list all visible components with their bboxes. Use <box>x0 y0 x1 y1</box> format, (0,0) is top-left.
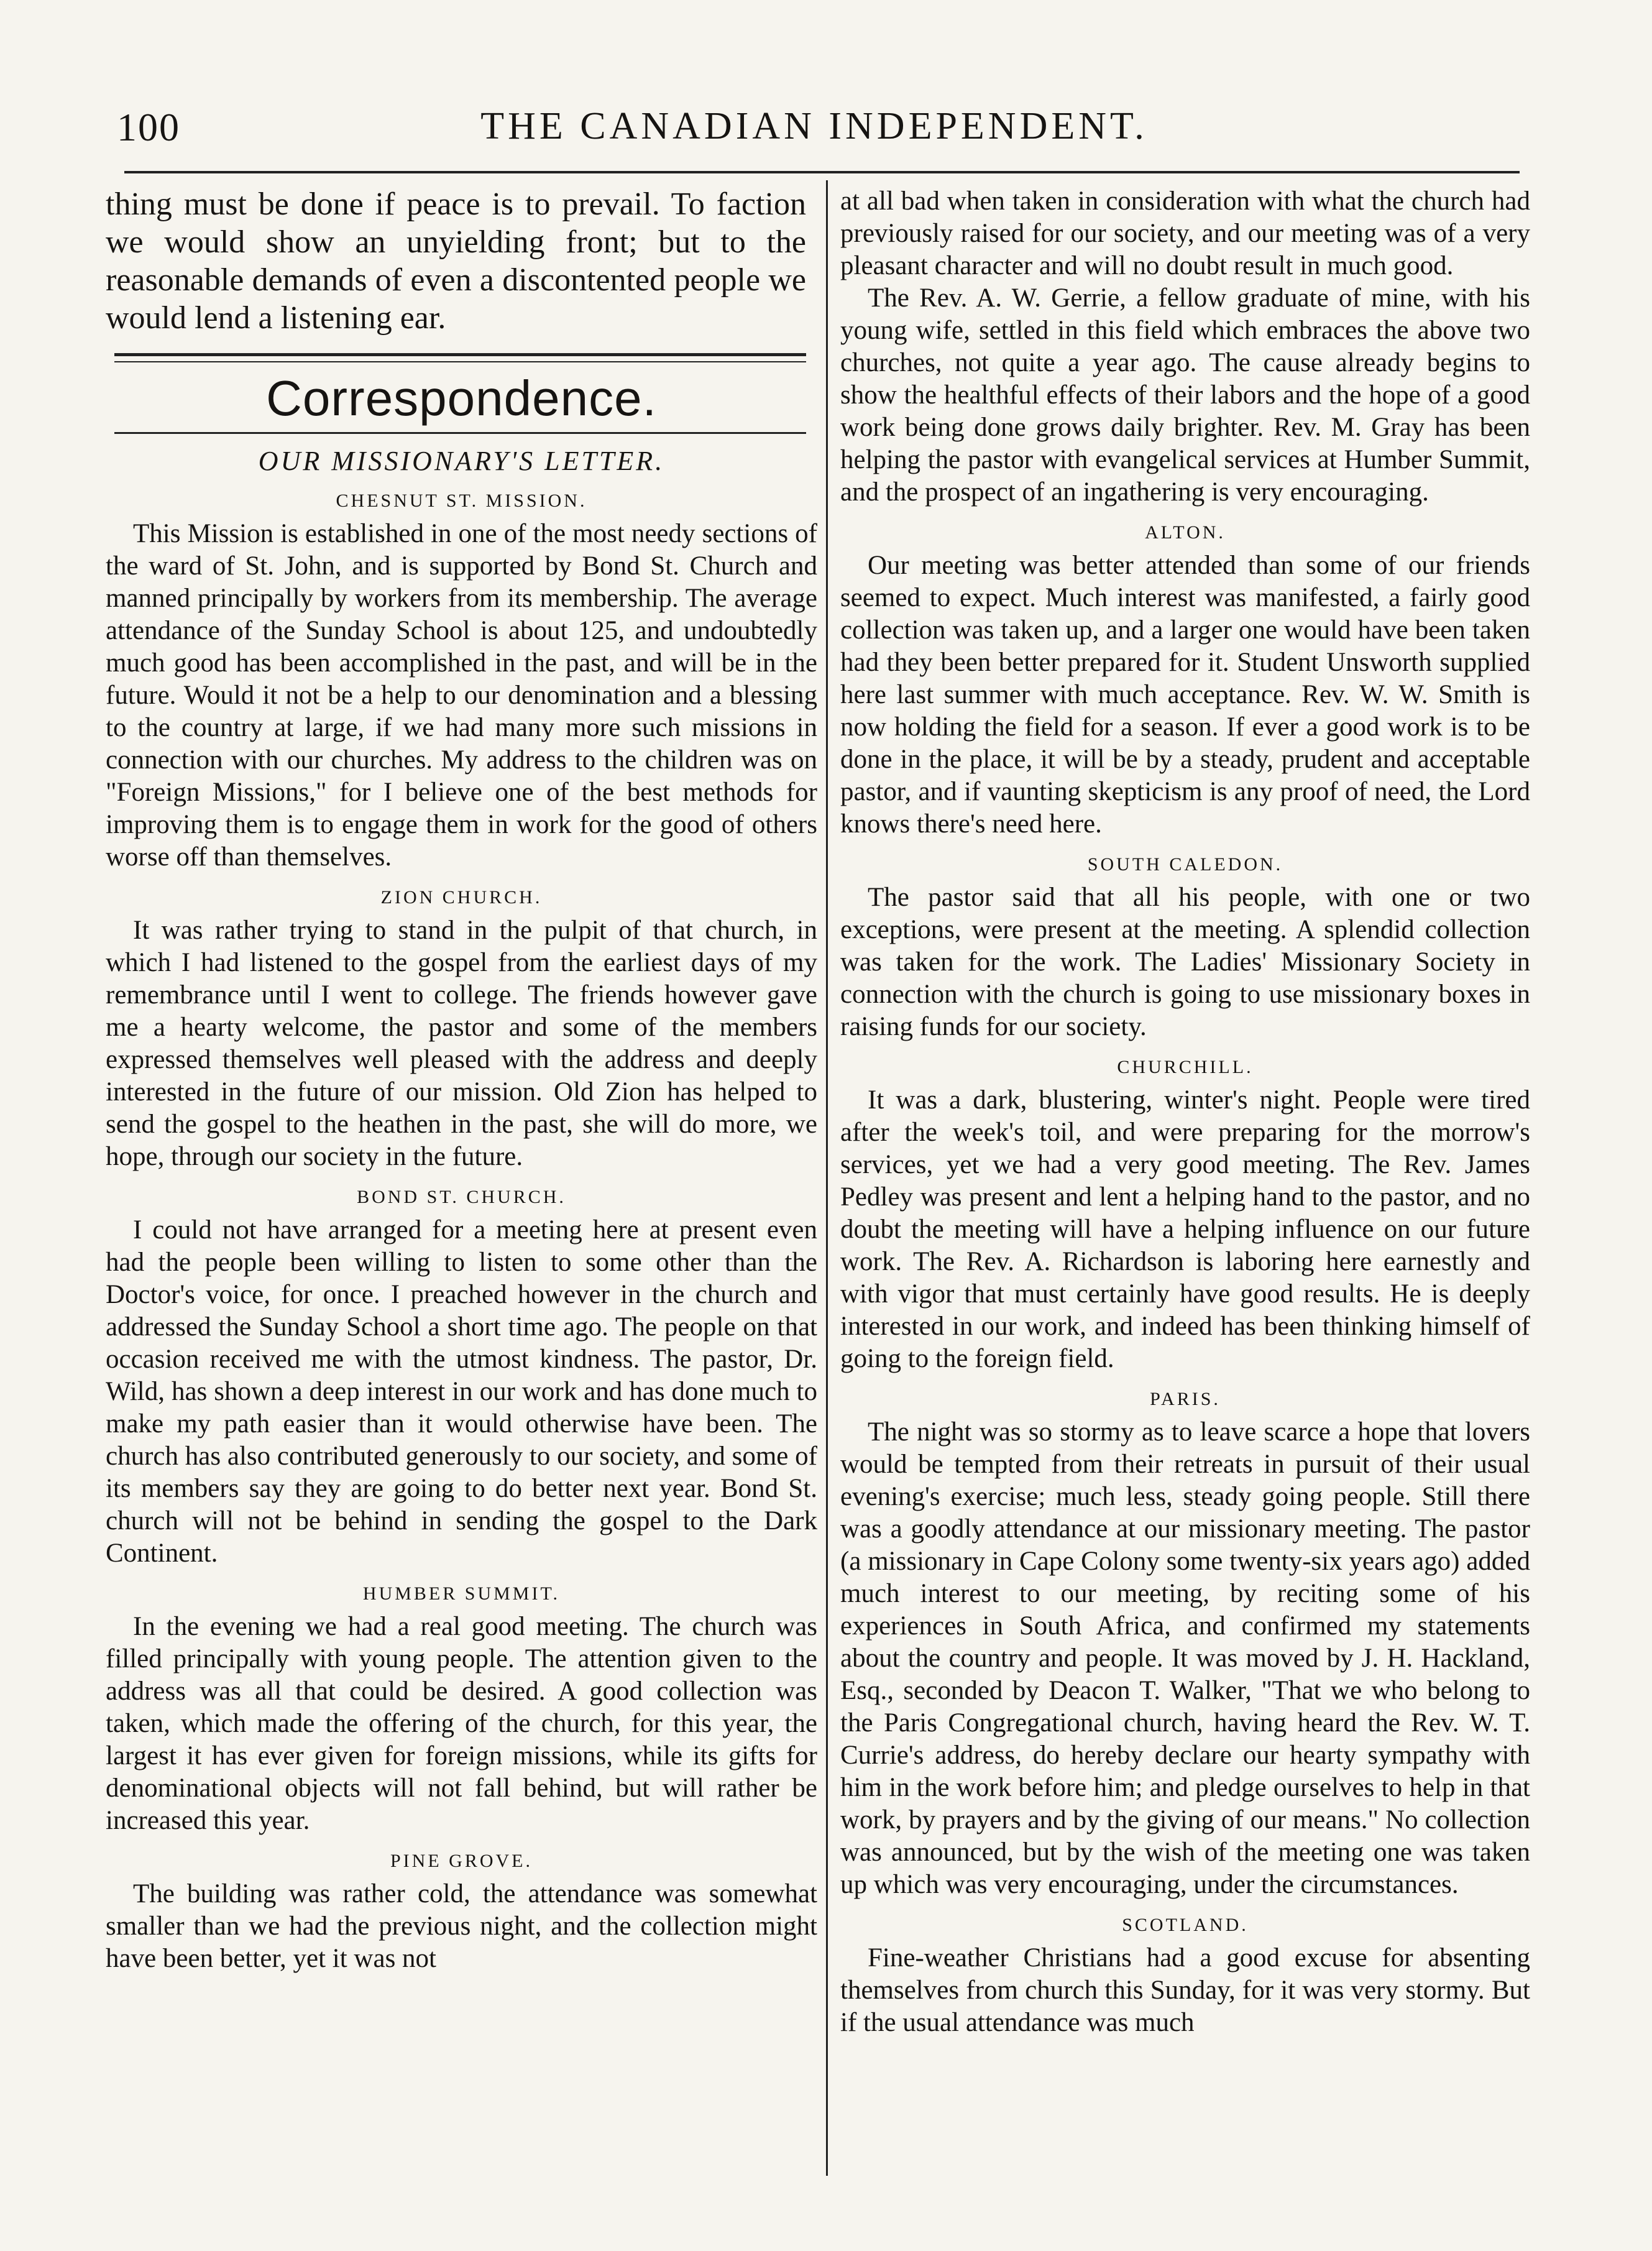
article-title: OUR MISSIONARY'S LETTER. <box>258 446 665 476</box>
left-column <box>106 185 817 2193</box>
subheading-zion-church: ZION CHURCH. <box>380 887 543 908</box>
paragraph-zion-church: It was rather trying to stand in the pulpit of that church, in which I had listened to the gospel from the earliest days of my remembrance until I went to college. The friends however gave me a hearty welcome, the pastor and some of the members expressed themselves well pleased with the address and deeply interested in the future of our mission. Old Zion has helped to send the gospel to the heathen in the past, she will do more, we hope, through our society in the future. <box>106 916 817 1171</box>
paragraph-pine-grove: The building was rather cold, the attendance was somewhat smaller than we had the previous night, and the collection might have been better, yet it was not <box>106 1879 817 1973</box>
section-divider <box>114 353 806 362</box>
subheading-paris: PARIS. <box>1150 1389 1221 1409</box>
paragraph-bond-st-church: I could not have arranged for a meeting here at present even had the people been willing to listen to some other than the Doctor's voice, for once. I preached however in the church and addressed the Sunday School a short time ago. The people on that occasion received me with the utmost kindness. The pastor, Dr. Wild, has shown a deep interest in our work and has done much to make my path easier than it would otherwise have been. The church has also contributed generously to our society, and some of its members say they are going to do better next year. Bond St. church will not be behind in sending the gospel to the Dark Continent. <box>106 1215 817 1568</box>
right-column <box>840 185 1530 2193</box>
subheading-pine-grove: PINE GROVE. <box>390 1851 533 1871</box>
paragraph-churchill: It was a dark, blustering, winter's night. People were tired after the week's toil, and were preparing for the morrow's services, yet we had a very good meeting. The Rev. James Pedley was present and lent a helping hand to the pastor, and no doubt the meeting will have a helping influence on our future work. The Rev. A. Richardson is laboring here earnestly and with vigor that must certainly have good results. He is deeply interested in our work, and indeed has been thinking himself of going to the foreign field. <box>840 1085 1530 1373</box>
paragraph-humber-summit: In the evening we had a real good meeting. The church was filled principally with young people. The attention given to the address was all that could be desired. A good collection was taken, which made the offering of the church, for this year, the largest it has ever given for foreign missions, while its gifts for denominational objects will not fall behind, but will rather be increased this year. <box>106 1612 817 1835</box>
subheading-south-caledon: SOUTH CALEDON. <box>1087 854 1283 875</box>
paragraph-scotland: Fine-weather Christians had a good excuse for absenting themselves from church this Sunday, for it was very stormy. But if the usual attendance was much <box>840 1943 1530 2037</box>
paragraph-pine-grove-continued: at all bad when taken in consideration with what the church had previously raised for our society, and our meeting was of a very pleasant character and will no doubt result in much good. <box>840 186 1530 280</box>
subheading-chesnut-st-mission: CHESNUT ST. MISSION. <box>336 490 587 511</box>
subheading-alton: ALTON. <box>1145 522 1226 543</box>
journal-title: THE CANADIAN INDEPENDENT. <box>480 105 1148 147</box>
header-rule <box>124 171 1520 173</box>
subheading-bond-st-church: BOND ST. CHURCH. <box>357 1187 566 1207</box>
page-number: 100 <box>117 105 180 149</box>
paragraph-south-caledon: The pastor said that all his people, with one or two exceptions, were present at the meeting. A splendid collection was taken for the work. The Ladies' Missionary Society in connection with the church is going to use missionary boxes in raising funds for our society. <box>840 883 1530 1041</box>
subheading-humber-summit: HUMBER SUMMIT. <box>362 1583 561 1604</box>
paragraph-alton: Our meeting was better attended than some of our friends seemed to expect. Much interest was manifested, a fairly good collection was taken up, and a larger one would have been taken had they been better prepared for it. Student Unsworth supplied here last summer with much acceptance. Rev. W. W. Smith is now holding the field for a season. If ever a good work is to be done in the place, it will be by a steady, prudent and acceptable pastor, and if vaunting skepticism is any proof of need, the Lord knows there's need here. <box>840 551 1530 839</box>
subheading-scotland: SCOTLAND. <box>1122 1915 1249 1935</box>
editorial-continuation: thing must be done if peace is to prevail. To faction we would show an unyielding front; but to the reasonable demands of even a discontented people we would lend a listening ear. <box>106 186 806 336</box>
column-divider <box>826 180 828 2176</box>
running-head <box>112 104 1517 158</box>
subheading-churchill: CHURCHILL. <box>1117 1057 1254 1077</box>
paragraph-rev-gerrie: The Rev. A. W. Gerrie, a fellow graduate of mine, with his young wife, settled in this field which embraces the above two churches, not quite a year ago. The cause already begins to show the healthful effects of their labors and the hope of a good work being done grows daily brighter. Rev. M. Gray has been helping the pastor with evangelical services at Humber Summit, and the prospect of an ingathering is very encouraging. <box>840 283 1530 507</box>
paragraph-chesnut-st-mission: This Mission is established in one of the most needy sections of the ward of St. John, and is supported by Bond St. Church and manned principally by workers from its membership. The average attendance of the Sunday School is about 125, and undoubtedly much good has been accomplished in the past, and will be in the future. Would it not be a help to our denomination and a blessing to the country at large, if we had many more such missions in connection with our churches. My address to the children was on "Foreign Missions," for I believe one of the best methods for improving them is to engage them in work for the good of others worse off than themselves. <box>106 519 817 872</box>
paragraph-paris: The night was so stormy as to leave scarce a hope that lovers would be tempted from their retreats in pursuit of their usual evening's exercise; much less, steady going people. Still there was a goodly attendance at our missionary meeting. The pastor (a missionary in Cape Colony some twenty-six years ago) added much interest to our meeting, by reciting some of his experiences in South Africa, and confirmed my statements about the country and people. It was moved by J. H. Hackland, Esq., seconded by Deacon T. Walker, "That we who belong to the Paris Congregational church, having heard the Rev. W. T. Currie's address, do hereby declare our hearty sympathy with him in the work before him; and pledge ourselves to help in that work, by prayers and by the giving of our means." No collection was announced, but by the wish of the meeting one was taken up which was very encouraging, under the circumstances. <box>840 1417 1530 1899</box>
section-title: Correspondence. <box>266 371 657 426</box>
section-underline <box>114 432 806 434</box>
